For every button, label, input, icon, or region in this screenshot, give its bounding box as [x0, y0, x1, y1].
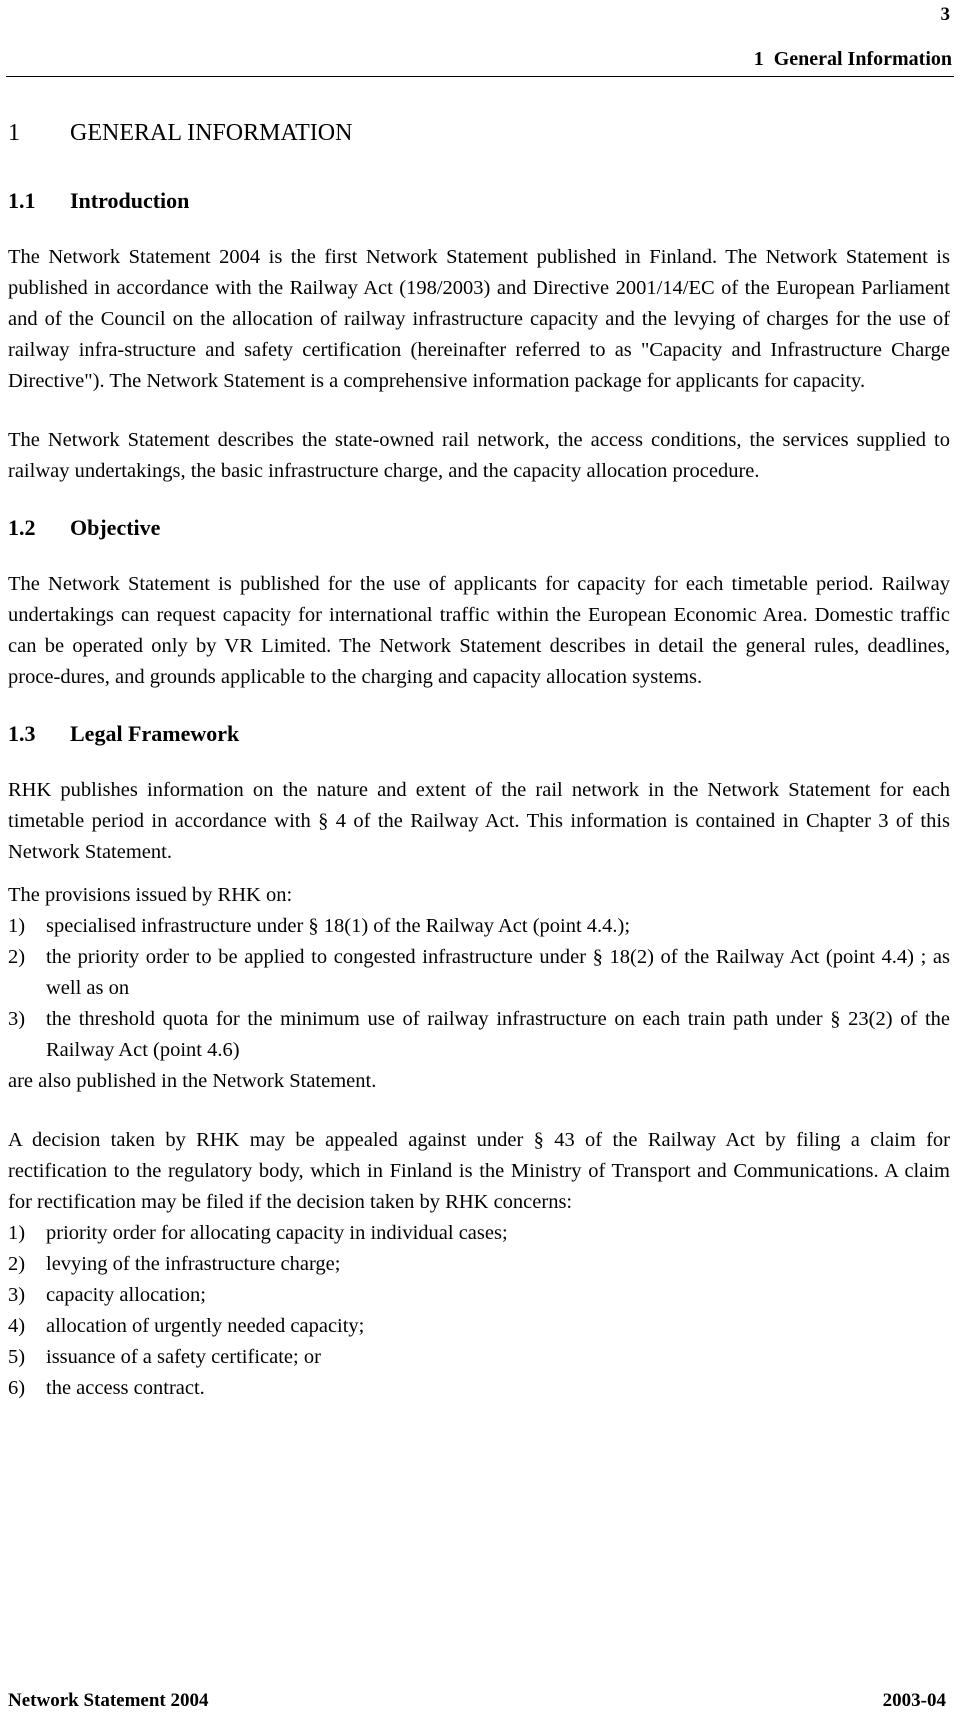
list-text: capacity allocation; [46, 1284, 206, 1306]
provisions-list [8, 911, 950, 1066]
paragraph: The Network Statement 2004 is the first Network Statement published in Finland. The Network Statement is published in accordance with the Railway Act (198/2003) and Directive 2001/14/EC of the European Parliament and of the Council on the allocation of railway infrastructure capacity and the levying of charges for the use of railway infra-structure and safety certification (hereinafter referred to as "Capacity and Infrastructure Charge Directive"). The Network Statement is a comprehensive information package for applicants for capacity. [8, 246, 950, 392]
list-marker: 6) [8, 1377, 26, 1399]
provisions-tail: are also published in the Network Statement. [8, 1070, 377, 1092]
section-title: Legal Framework [70, 721, 240, 746]
list-item [8, 1373, 950, 1404]
footer-document-title: Network Statement 2004 [8, 1690, 209, 1711]
list-item [8, 1004, 950, 1066]
list-marker: 3) [8, 1008, 26, 1030]
list-marker: 3) [8, 1284, 26, 1306]
section-number: 1.1 [8, 188, 36, 213]
provisions-lead: The provisions issued by RHK on: [8, 884, 293, 906]
paragraph: RHK publishes information on the nature and extent of the rail network in the Network Statement for each timetable period in accordance with § 4 of the Railway Act. This information is contained in Chapter 3 of this Network Statement. [8, 779, 950, 863]
list-item [8, 911, 950, 942]
section-title: Objective [70, 515, 161, 540]
list-text: the priority order to be applied to congested infrastructure under § 18(2) of the Railway Act (point 4.4) ; as well as on [46, 946, 950, 999]
chapter-heading [8, 120, 950, 147]
list-marker: 5) [8, 1346, 26, 1368]
section-heading-1-2 [8, 515, 950, 541]
list-marker: 2) [8, 946, 26, 968]
paragraph: The Network Statement is published for the use of applicants for capacity for each timetable period. Railway undertakings can request capacity for international traffic within the European Economic Area. Domestic traffic can be operated only by VR Limited. The Network Statement describes in detail the general rules, deadlines, proce-dures, and grounds applicable to the charging and capacity allocation systems. [8, 573, 950, 688]
section-number: 1.2 [8, 515, 36, 540]
list-text: specialised infrastructure under § 18(1) of the Railway Act (point 4.4.); [46, 915, 631, 937]
list-item [8, 942, 950, 1004]
list-marker: 1) [8, 1222, 26, 1244]
list-text: priority order for allocating capacity in individual cases; [46, 1222, 508, 1244]
chapter-title: GENERAL INFORMATION [70, 120, 353, 146]
list-item [8, 1249, 950, 1280]
list-item [8, 1218, 950, 1249]
header-rule [6, 76, 954, 77]
list-text: allocation of urgently needed capacity; [46, 1315, 365, 1337]
section-title: Introduction [70, 188, 190, 213]
section-heading-1-3 [8, 721, 950, 747]
paragraph: A decision taken by RHK may be appealed against under § 43 of the Railway Act by filing a claim for rectification to the regulatory body, which in Finland is the Ministry of Transport and Communications. A claim for rectification may be filed if the decision taken by RHK concerns: [8, 1129, 950, 1213]
appeal-list [8, 1218, 950, 1404]
list-item [8, 1311, 950, 1342]
section-heading-1-1 [8, 188, 950, 214]
footer-date: 2003-04 [882, 1690, 946, 1711]
list-text: the threshold quota for the minimum use of railway infrastructure on each train path under § 23(2) of the Railway Act (point 4.6) [46, 1008, 950, 1061]
paragraph: The Network Statement describes the state-owned rail network, the access conditions, the services supplied to railway undertakings, the basic infrastructure charge, and the capacity allocation procedure. [8, 429, 950, 482]
document-body [8, 120, 950, 1404]
list-text: the access contract. [46, 1377, 205, 1399]
list-text: issuance of a safety certificate; or [46, 1346, 321, 1368]
section-number: 1.3 [8, 721, 36, 746]
running-header: 1 General Information [753, 48, 952, 70]
list-text: levying of the infrastructure charge; [46, 1253, 341, 1275]
list-marker: 4) [8, 1315, 26, 1337]
chapter-number: 1 [8, 120, 20, 146]
list-item [8, 1280, 950, 1311]
list-item [8, 1342, 950, 1373]
page-number: 3 [940, 4, 950, 25]
list-marker: 1) [8, 915, 26, 937]
list-marker: 2) [8, 1253, 26, 1275]
